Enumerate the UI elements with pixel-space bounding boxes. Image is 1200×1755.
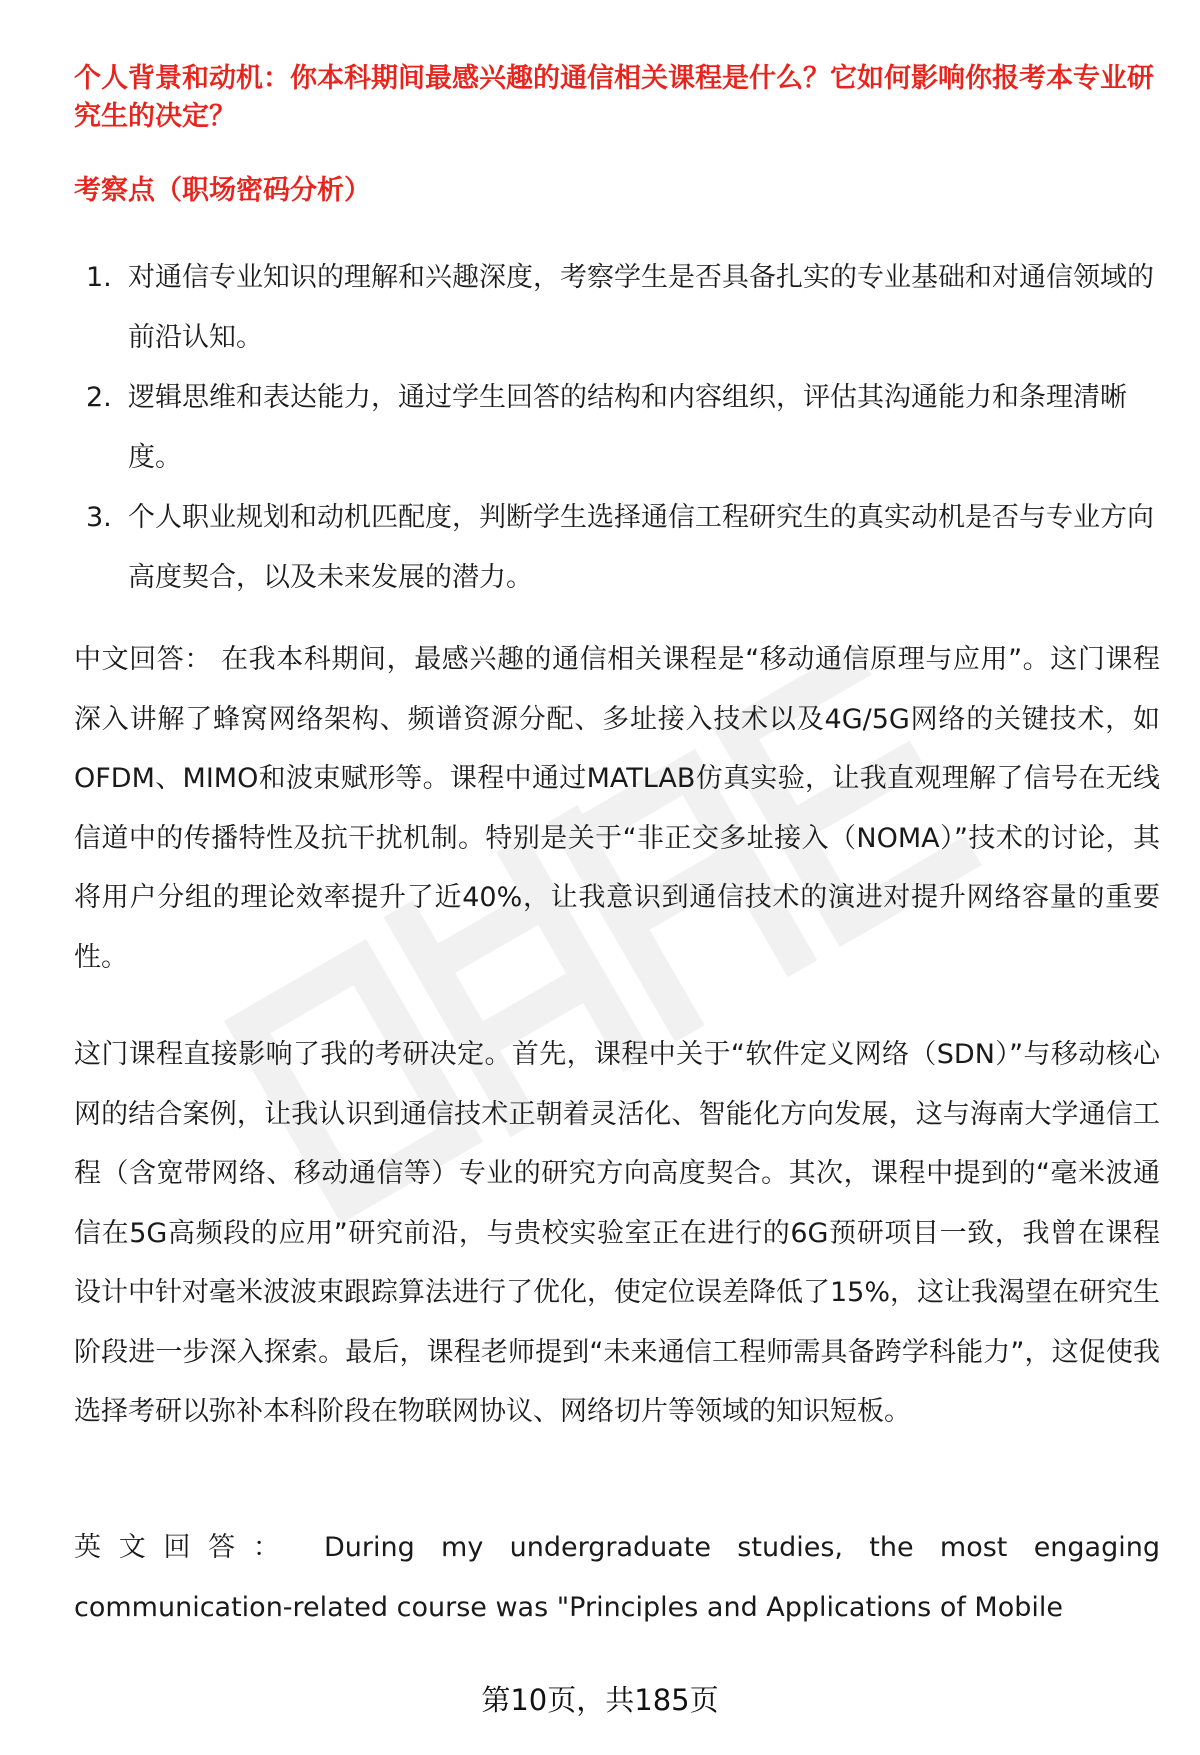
assessment-points-list — [0, 248, 1200, 608]
chinese-answer-paragraph-1: 中文回答： 在我本科期间，最感兴趣的通信相关课程是“移动通信原理与应用”。这门课程深入讲解了蜂窝网络架构、频谱资源分配、多址接入技术以及4G/5G网络的关键技术，如OFDM、MIMO和波束赋形等。课程中通过MATLAB仿真实验，让我直观理解了信号在无线信道中的传播特性及抗干扰机制。特别是关于“非正交多址接入（NOMA）”技术的讨论，其将用户分组的理论效率提升了近40%，让我意识到通信技术的演进对提升网络容量的重要性。 — [74, 644, 1160, 973]
question-title: 个人背景和动机：你本科期间最感兴趣的通信相关课程是什么？它如何影响你报考本专业研究生的决定？ — [74, 63, 1154, 132]
list-item-text: 对通信专业知识的理解和兴趣深度，考察学生是否具备扎实的专业基础和对通信领域的前沿认知。 — [128, 262, 1154, 353]
list-item-text: 逻辑思维和表达能力，通过学生回答的结构和内容组织，评估其沟通能力和条理清晰度。 — [128, 382, 1127, 473]
list-item-text: 个人职业规划和动机匹配度，判断学生选择通信工程研究生的真实动机是否与专业方向高度契合，以及未来发展的潜力。 — [128, 502, 1154, 593]
list-item-number: 3. — [86, 502, 112, 533]
list-item — [0, 488, 1158, 608]
list-item-number: 1. — [86, 262, 112, 293]
list-item-number: 2. — [86, 382, 112, 413]
chinese-answer-paragraph-2: 这门课程直接影响了我的考研决定。首先，课程中关于“软件定义网络（SDN）”与移动核心网的结合案例，让我认识到通信技术正朝着灵活化、智能化方向发展，这与海南大学通信工程（含宽带网络、移动通信等）专业的研究方向高度契合。其次，课程中提到的“毫米波通信在5G高频段的应用”研究前沿，与贵校实验室正在进行的6G预研项目一致，我曾在课程设计中针对毫米波波束跟踪算法进行了优化，使定位误差降低了15%，这让我渴望在研究生阶段进一步深入探索。最后，课程老师提到“未来通信工程师需具备跨学科能力”，这促使我选择考研以弥补本科阶段在物联网协议、网络切片等领域的知识短板。 — [74, 1039, 1161, 1427]
page-number-footer: 第10页，共185页 — [481, 1683, 719, 1717]
list-item — [0, 248, 1158, 368]
english-answer-paragraph: 英文回答： During my undergraduate studies, the most engaging communication-related course was "Principles and Applications of Mobile — [74, 1532, 1160, 1623]
list-item — [0, 368, 1158, 488]
section-title: 考察点（职场密码分析） — [74, 175, 371, 206]
